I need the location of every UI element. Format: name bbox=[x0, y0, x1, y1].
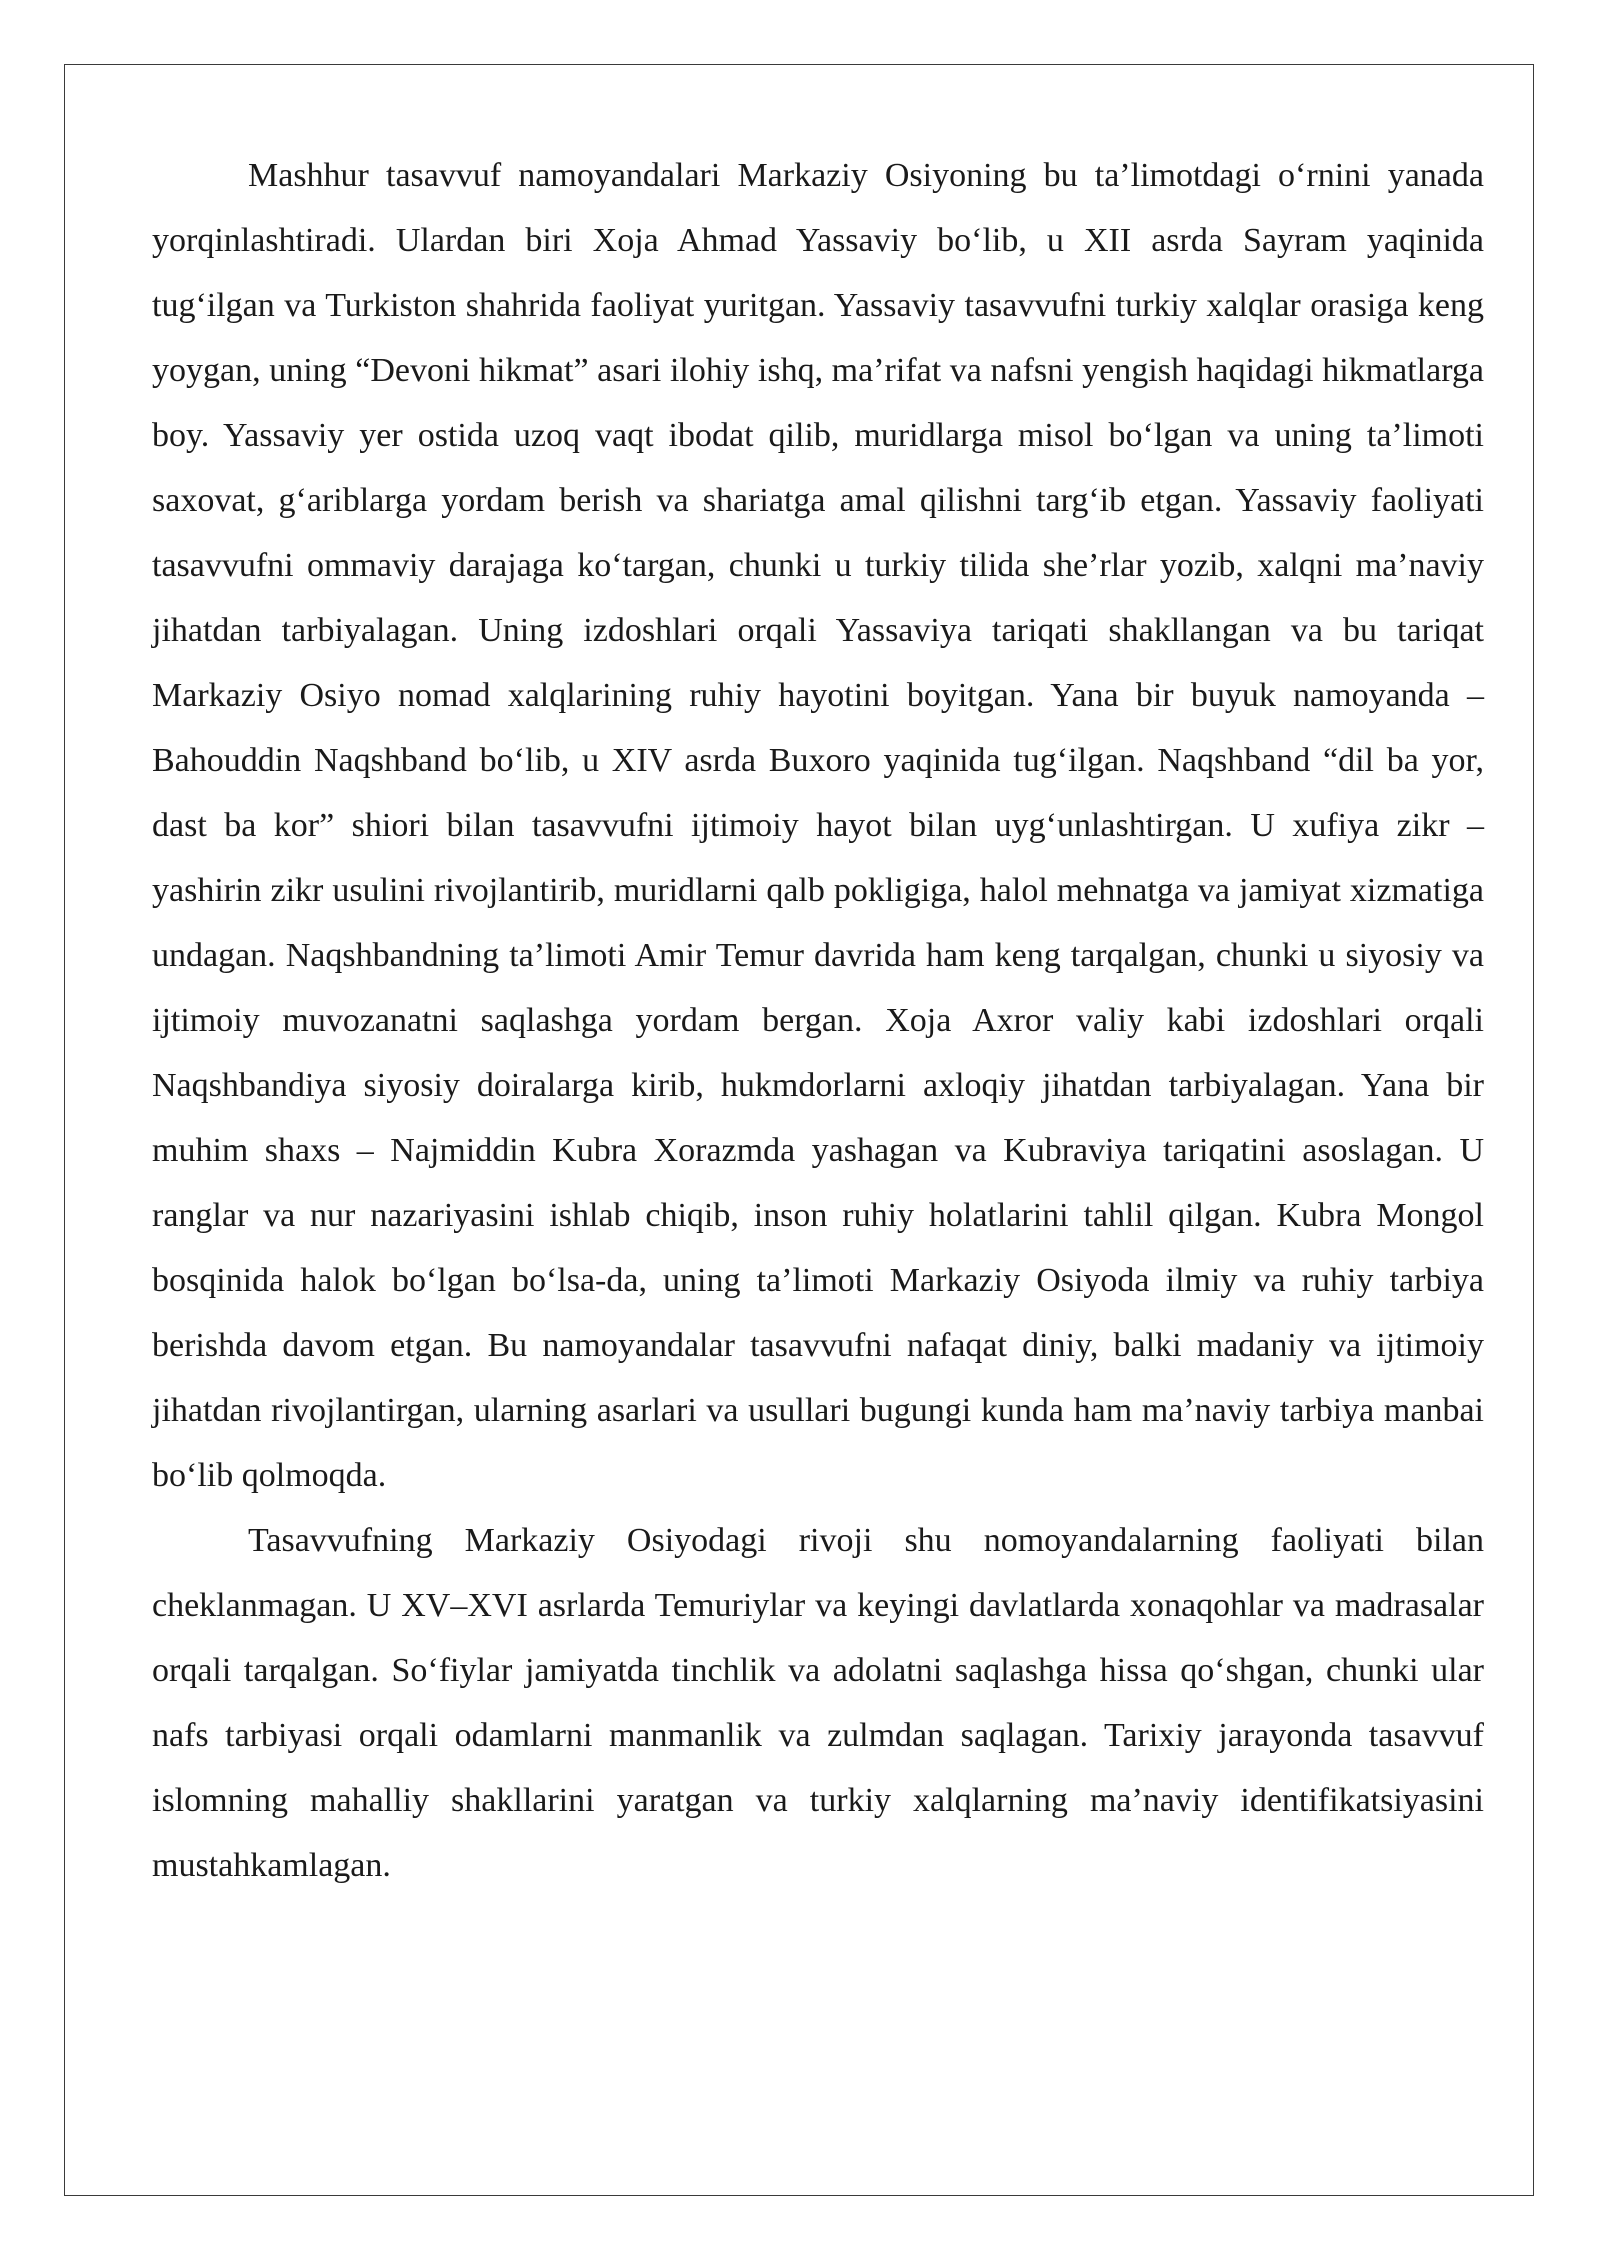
document-body bbox=[152, 143, 1484, 1898]
paragraph-2: Tasavvufning Markaziy Osiyodagi rivoji shu nomoyandalarning faoliyati bilan cheklanmagan. U XV–XVI asrlarda Temuriylar va keyingi davlatlarda xonaqohlar va madrasalar orqali tarqalgan. So‘fiylar jamiyatda tinchlik va adolatni saqlashga hissa qo‘shgan, chunki ular nafs tarbiyasi orqali odamlarni manmanlik va zulmdan saqlagan. Tarixiy jarayonda tasavvuf islomning mahalliy shakllarini yaratgan va turkiy xalqlarning ma’naviy identifikatsiyasini mustahkamlagan. bbox=[152, 1522, 1484, 1884]
paragraph-1: Mashhur tasavvuf namoyandalari Markaziy Osiyoning bu ta’limotdagi o‘rnini yanada yorqinlashtiradi. Ulardan biri Xoja Ahmad Yassaviy bo‘lib, u XII asrda Sayram yaqinida tug‘ilgan va Turkiston shahrida faoliyat yuritgan. Yassaviy tasavvufni turkiy xalqlar orasiga keng yoygan, uning “Devoni hikmat” asari ilohiy ishq, ma’rifat va nafsni yengish haqidagi hikmatlarga boy. Yassaviy yer ostida uzoq vaqt ibodat qilib, muridlarga misol bo‘lgan va uning ta’limoti saxovat, g‘ariblarga yordam berish va shariatga amal qilishni targ‘ib etgan. Yassaviy faoliyati tasavvufni ommaviy darajaga ko‘targan, chunki u turkiy tilida she’rlar yozib, xalqni ma’naviy jihatdan tarbiyalagan. Uning izdoshlari orqali Yassaviya tariqati shakllangan va bu tariqat Markaziy Osiyo nomad xalqlarining ruhiy hayotini boyitgan. Yana bir buyuk namoyanda – Bahouddin Naqshband bo‘lib, u XIV asrda Buxoro yaqinida tug‘ilgan. Naqshband “dil ba yor, dast ba kor” shiori bilan tasavvufni ijtimoiy hayot bilan uyg‘unlashtirgan. U xufiya zikr – yashirin zikr usulini rivojlantirib, muridlarni qalb pokligiga, halol mehnatga va jamiyat xizmatiga undagan. Naqshbandning ta’limoti Amir Temur davrida ham keng tarqalgan, chunki u siyosiy va ijtimoiy muvozanatni saqlashga yordam bergan. Xoja Axror valiy kabi izdoshlari orqali Naqshbandiya siyosiy doiralarga kirib, hukmdorlarni axloqiy jihatdan tarbiyalagan. Yana bir muhim shaxs – Najmiddin Kubra Xorazmda yashagan va Kubraviya tariqatini asoslagan. U ranglar va nur nazariyasini ishlab chiqib, inson ruhiy holatlarini tahlil qilgan. Kubra Mongol bosqinida halok bo‘lgan bo‘lsa-da, uning ta’limoti Markaziy Osiyoda ilmiy va ruhiy tarbiya berishda davom etgan. Bu namoyandalar tasavvufni nafaqat diniy, balki madaniy va ijtimoiy jihatdan rivojlantirgan, ularning asarlari va usullari bugungi kunda ham ma’naviy tarbiya manbai bo‘lib qolmoqda. bbox=[152, 157, 1484, 1494]
